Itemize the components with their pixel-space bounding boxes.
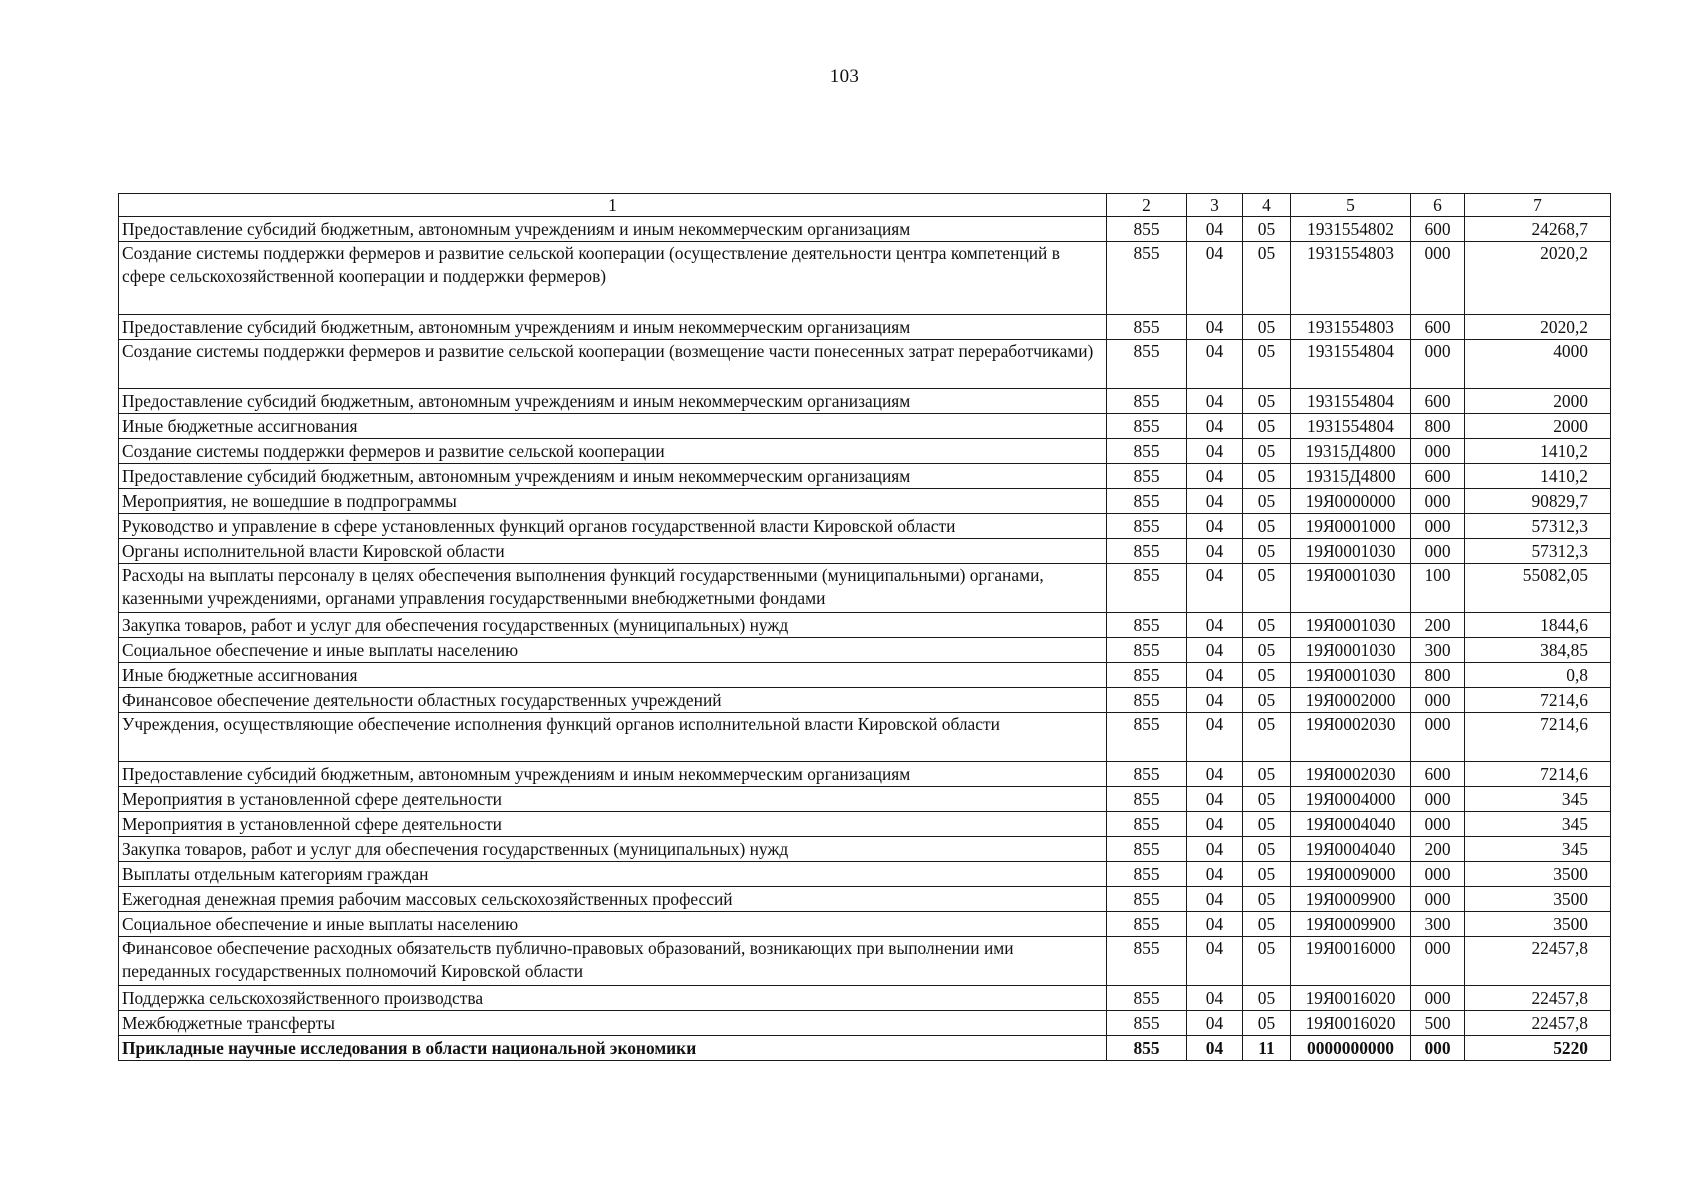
table-row [119, 613, 1611, 638]
row-name-cell: Предоставление субсидий бюджетным, автономным учреждениям и иным некоммерческим организациям [119, 464, 1107, 489]
row-target-article-cell: 1931554803 [1291, 242, 1411, 315]
row-section-cell: 04 [1187, 1011, 1243, 1036]
row-subsection-cell: 05 [1243, 389, 1291, 414]
row-target-article-cell: 1931554802 [1291, 217, 1411, 242]
table-row [119, 1011, 1611, 1036]
row-name-cell: Руководство и управление в сфере установленных функций органов государственной власти Кировской области [119, 514, 1107, 539]
row-expense-type-cell: 000 [1411, 514, 1465, 539]
row-target-article-cell: 19Я0001030 [1291, 613, 1411, 638]
row-target-article-cell: 19315Д4800 [1291, 439, 1411, 464]
row-section-cell: 04 [1187, 688, 1243, 713]
row-target-article-cell: 19315Д4800 [1291, 464, 1411, 489]
row-chapter-cell: 855 [1107, 315, 1187, 340]
row-subsection-cell: 05 [1243, 439, 1291, 464]
row-amount-cell: 3500 [1465, 887, 1611, 912]
header-cell: 1 [119, 194, 1107, 217]
row-section-cell: 04 [1187, 1036, 1243, 1061]
table-row [119, 217, 1611, 242]
row-subsection-cell: 05 [1243, 242, 1291, 315]
row-section-cell: 04 [1187, 514, 1243, 539]
row-amount-cell: 2000 [1465, 414, 1611, 439]
row-target-article-cell: 19Я0004000 [1291, 787, 1411, 812]
row-subsection-cell: 05 [1243, 986, 1291, 1011]
row-subsection-cell: 05 [1243, 663, 1291, 688]
row-target-article-cell: 19Я0016020 [1291, 1011, 1411, 1036]
row-name-cell: Создание системы поддержки фермеров и развитие сельской кооперации (осуществление деятельности центра компетенций в сфере сельскохозяйственной кооперации и поддержки фермеров) [119, 242, 1107, 315]
header-cell: 4 [1243, 194, 1291, 217]
row-expense-type-cell: 000 [1411, 812, 1465, 837]
row-section-cell: 04 [1187, 539, 1243, 564]
table-row [119, 986, 1611, 1011]
row-expense-type-cell: 200 [1411, 837, 1465, 862]
row-target-article-cell: 1931554804 [1291, 389, 1411, 414]
row-expense-type-cell: 000 [1411, 489, 1465, 514]
row-amount-cell: 1410,2 [1465, 464, 1611, 489]
row-target-article-cell: 1931554804 [1291, 414, 1411, 439]
row-section-cell: 04 [1187, 564, 1243, 613]
row-amount-cell: 1844,6 [1465, 613, 1611, 638]
table-row [119, 887, 1611, 912]
row-subsection-cell: 05 [1243, 762, 1291, 787]
row-amount-cell: 57312,3 [1465, 514, 1611, 539]
row-name-cell: Предоставление субсидий бюджетным, автономным учреждениям и иным некоммерческим организациям [119, 389, 1107, 414]
table-row [119, 762, 1611, 787]
row-amount-cell: 3500 [1465, 862, 1611, 887]
row-amount-cell: 2000 [1465, 389, 1611, 414]
row-chapter-cell: 855 [1107, 837, 1187, 862]
row-expense-type-cell: 300 [1411, 912, 1465, 937]
row-expense-type-cell: 000 [1411, 439, 1465, 464]
row-section-cell: 04 [1187, 862, 1243, 887]
row-name-cell: Предоставление субсидий бюджетным, автономным учреждениям и иным некоммерческим организациям [119, 217, 1107, 242]
row-target-article-cell: 19Я0001030 [1291, 663, 1411, 688]
row-amount-cell: 5220 [1465, 1036, 1611, 1061]
row-name-cell: Расходы на выплаты персоналу в целях обеспечения выполнения функций государственными (муниципальными) органами, казенными учреждениями, органами управления государственными внебюджетными фондами [119, 564, 1107, 613]
table-row [119, 713, 1611, 762]
row-chapter-cell: 855 [1107, 217, 1187, 242]
table-row [119, 315, 1611, 340]
row-section-cell: 04 [1187, 242, 1243, 315]
row-chapter-cell: 855 [1107, 1036, 1187, 1061]
row-chapter-cell: 855 [1107, 912, 1187, 937]
row-subsection-cell: 05 [1243, 837, 1291, 862]
row-subsection-cell: 05 [1243, 464, 1291, 489]
row-chapter-cell: 855 [1107, 414, 1187, 439]
row-name-cell: Поддержка сельскохозяйственного производства [119, 986, 1107, 1011]
row-subsection-cell: 05 [1243, 937, 1291, 986]
row-chapter-cell: 855 [1107, 539, 1187, 564]
row-amount-cell: 7214,6 [1465, 688, 1611, 713]
row-subsection-cell: 05 [1243, 315, 1291, 340]
row-chapter-cell: 855 [1107, 564, 1187, 613]
row-section-cell: 04 [1187, 986, 1243, 1011]
table-row [119, 242, 1611, 315]
row-chapter-cell: 855 [1107, 489, 1187, 514]
row-amount-cell: 2020,2 [1465, 242, 1611, 315]
row-amount-cell: 22457,8 [1465, 1011, 1611, 1036]
row-target-article-cell: 19Я0016000 [1291, 937, 1411, 986]
table-row [119, 937, 1611, 986]
row-chapter-cell: 855 [1107, 439, 1187, 464]
row-amount-cell: 3500 [1465, 912, 1611, 937]
row-amount-cell: 7214,6 [1465, 713, 1611, 762]
row-expense-type-cell: 800 [1411, 663, 1465, 688]
row-target-article-cell: 19Я0002000 [1291, 688, 1411, 713]
row-expense-type-cell: 200 [1411, 613, 1465, 638]
row-name-cell: Создание системы поддержки фермеров и развитие сельской кооперации [119, 439, 1107, 464]
row-chapter-cell: 855 [1107, 862, 1187, 887]
row-target-article-cell: 19Я0002030 [1291, 713, 1411, 762]
row-name-cell: Учреждения, осуществляющие обеспечение исполнения функций органов исполнительной власти Кировской области [119, 713, 1107, 762]
row-expense-type-cell: 000 [1411, 539, 1465, 564]
row-subsection-cell: 05 [1243, 713, 1291, 762]
row-expense-type-cell: 000 [1411, 887, 1465, 912]
row-section-cell: 04 [1187, 340, 1243, 389]
row-expense-type-cell: 800 [1411, 414, 1465, 439]
row-subsection-cell: 05 [1243, 787, 1291, 812]
row-chapter-cell: 855 [1107, 663, 1187, 688]
row-expense-type-cell: 000 [1411, 862, 1465, 887]
row-section-cell: 04 [1187, 489, 1243, 514]
row-section-cell: 04 [1187, 837, 1243, 862]
row-target-article-cell: 1931554804 [1291, 340, 1411, 389]
row-amount-cell: 2020,2 [1465, 315, 1611, 340]
row-section-cell: 04 [1187, 812, 1243, 837]
row-name-cell: Ежегодная денежная премия рабочим массовых сельскохозяйственных профессий [119, 887, 1107, 912]
table-row [119, 812, 1611, 837]
row-expense-type-cell: 000 [1411, 937, 1465, 986]
row-name-cell: Мероприятия в установленной сфере деятельности [119, 787, 1107, 812]
row-section-cell: 04 [1187, 638, 1243, 663]
row-expense-type-cell: 000 [1411, 1036, 1465, 1061]
table-row [119, 1036, 1611, 1061]
table-row [119, 389, 1611, 414]
row-expense-type-cell: 000 [1411, 787, 1465, 812]
row-target-article-cell: 19Я0004040 [1291, 812, 1411, 837]
row-amount-cell: 1410,2 [1465, 439, 1611, 464]
table-row [119, 688, 1611, 713]
row-chapter-cell: 855 [1107, 340, 1187, 389]
row-subsection-cell: 11 [1243, 1036, 1291, 1061]
row-target-article-cell: 19Я0000000 [1291, 489, 1411, 514]
row-amount-cell: 4000 [1465, 340, 1611, 389]
row-section-cell: 04 [1187, 389, 1243, 414]
row-section-cell: 04 [1187, 663, 1243, 688]
table-header-row [119, 194, 1611, 217]
table-row [119, 414, 1611, 439]
row-subsection-cell: 05 [1243, 688, 1291, 713]
header-cell: 2 [1107, 194, 1187, 217]
row-section-cell: 04 [1187, 887, 1243, 912]
row-section-cell: 04 [1187, 713, 1243, 762]
row-amount-cell: 24268,7 [1465, 217, 1611, 242]
row-expense-type-cell: 600 [1411, 315, 1465, 340]
row-chapter-cell: 855 [1107, 688, 1187, 713]
row-chapter-cell: 855 [1107, 986, 1187, 1011]
row-name-cell: Выплаты отдельным категориям граждан [119, 862, 1107, 887]
row-amount-cell: 345 [1465, 787, 1611, 812]
row-amount-cell: 7214,6 [1465, 762, 1611, 787]
row-chapter-cell: 855 [1107, 812, 1187, 837]
header-cell: 6 [1411, 194, 1465, 217]
row-name-cell: Закупка товаров, работ и услуг для обеспечения государственных (муниципальных) нужд [119, 837, 1107, 862]
row-chapter-cell: 855 [1107, 713, 1187, 762]
row-name-cell: Мероприятия в установленной сфере деятельности [119, 812, 1107, 837]
row-chapter-cell: 855 [1107, 937, 1187, 986]
row-subsection-cell: 05 [1243, 514, 1291, 539]
row-subsection-cell: 05 [1243, 340, 1291, 389]
row-name-cell: Финансовое обеспечение расходных обязательств публично-правовых образований, возникающих при выполнении ими переданных государственных полномочий Кировской области [119, 937, 1107, 986]
row-section-cell: 04 [1187, 613, 1243, 638]
row-section-cell: 04 [1187, 217, 1243, 242]
row-subsection-cell: 05 [1243, 1011, 1291, 1036]
row-chapter-cell: 855 [1107, 613, 1187, 638]
table-body [119, 194, 1611, 1061]
table-row [119, 787, 1611, 812]
row-chapter-cell: 855 [1107, 514, 1187, 539]
header-cell: 3 [1187, 194, 1243, 217]
row-name-cell: Создание системы поддержки фермеров и развитие сельской кооперации (возмещение части понесенных затрат переработчиками) [119, 340, 1107, 389]
table-row [119, 663, 1611, 688]
row-name-cell: Предоставление субсидий бюджетным, автономным учреждениям и иным некоммерческим организациям [119, 762, 1107, 787]
header-cell: 5 [1291, 194, 1411, 217]
table-row [119, 912, 1611, 937]
row-name-cell: Финансовое обеспечение деятельности областных государственных учреждений [119, 688, 1107, 713]
table-row [119, 489, 1611, 514]
row-amount-cell: 55082,05 [1465, 564, 1611, 613]
row-name-cell: Социальное обеспечение и иные выплаты населению [119, 638, 1107, 663]
row-expense-type-cell: 600 [1411, 389, 1465, 414]
row-amount-cell: 384,85 [1465, 638, 1611, 663]
row-subsection-cell: 05 [1243, 489, 1291, 514]
row-subsection-cell: 05 [1243, 414, 1291, 439]
table-row [119, 539, 1611, 564]
row-subsection-cell: 05 [1243, 539, 1291, 564]
row-chapter-cell: 855 [1107, 787, 1187, 812]
row-chapter-cell: 855 [1107, 638, 1187, 663]
row-name-cell: Прикладные научные исследования в области национальной экономики [119, 1036, 1107, 1061]
row-expense-type-cell: 000 [1411, 713, 1465, 762]
row-chapter-cell: 855 [1107, 464, 1187, 489]
row-subsection-cell: 05 [1243, 862, 1291, 887]
table-row [119, 837, 1611, 862]
row-target-article-cell: 19Я0001030 [1291, 539, 1411, 564]
row-name-cell: Межбюджетные трансферты [119, 1011, 1107, 1036]
row-target-article-cell: 19Я0016020 [1291, 986, 1411, 1011]
row-expense-type-cell: 000 [1411, 688, 1465, 713]
row-amount-cell: 345 [1465, 837, 1611, 862]
row-subsection-cell: 05 [1243, 638, 1291, 663]
row-amount-cell: 22457,8 [1465, 986, 1611, 1011]
row-target-article-cell: 19Я0009900 [1291, 887, 1411, 912]
table-row [119, 340, 1611, 389]
row-subsection-cell: 05 [1243, 912, 1291, 937]
table-row [119, 464, 1611, 489]
row-name-cell: Иные бюджетные ассигнования [119, 663, 1107, 688]
row-chapter-cell: 855 [1107, 887, 1187, 912]
table-row [119, 514, 1611, 539]
row-expense-type-cell: 500 [1411, 1011, 1465, 1036]
row-amount-cell: 57312,3 [1465, 539, 1611, 564]
row-subsection-cell: 05 [1243, 217, 1291, 242]
row-target-article-cell: 19Я0002030 [1291, 762, 1411, 787]
row-target-article-cell: 0000000000 [1291, 1036, 1411, 1061]
row-chapter-cell: 855 [1107, 389, 1187, 414]
row-section-cell: 04 [1187, 414, 1243, 439]
row-target-article-cell: 1931554803 [1291, 315, 1411, 340]
row-expense-type-cell: 300 [1411, 638, 1465, 663]
row-section-cell: 04 [1187, 464, 1243, 489]
row-chapter-cell: 855 [1107, 1011, 1187, 1036]
row-target-article-cell: 19Я0001030 [1291, 564, 1411, 613]
row-target-article-cell: 19Я0004040 [1291, 837, 1411, 862]
row-name-cell: Мероприятия, не вошедшие в подпрограммы [119, 489, 1107, 514]
row-name-cell: Социальное обеспечение и иные выплаты населению [119, 912, 1107, 937]
row-name-cell: Иные бюджетные ассигнования [119, 414, 1107, 439]
row-amount-cell: 345 [1465, 812, 1611, 837]
table-row [119, 564, 1611, 613]
row-subsection-cell: 05 [1243, 564, 1291, 613]
row-expense-type-cell: 600 [1411, 762, 1465, 787]
header-cell: 7 [1465, 194, 1611, 217]
row-expense-type-cell: 000 [1411, 340, 1465, 389]
table-row [119, 862, 1611, 887]
row-subsection-cell: 05 [1243, 812, 1291, 837]
row-expense-type-cell: 600 [1411, 217, 1465, 242]
row-target-article-cell: 19Я0001000 [1291, 514, 1411, 539]
row-section-cell: 04 [1187, 912, 1243, 937]
table-row [119, 439, 1611, 464]
row-amount-cell: 22457,8 [1465, 937, 1611, 986]
page-number: 103 [829, 66, 860, 87]
row-name-cell: Закупка товаров, работ и услуг для обеспечения государственных (муниципальных) нужд [119, 613, 1107, 638]
row-expense-type-cell: 000 [1411, 242, 1465, 315]
row-section-cell: 04 [1187, 315, 1243, 340]
row-target-article-cell: 19Я0009900 [1291, 912, 1411, 937]
budget-table [118, 193, 1611, 1061]
row-name-cell: Предоставление субсидий бюджетным, автономным учреждениям и иным некоммерческим организациям [119, 315, 1107, 340]
row-amount-cell: 90829,7 [1465, 489, 1611, 514]
row-target-article-cell: 19Я0001030 [1291, 638, 1411, 663]
row-expense-type-cell: 600 [1411, 464, 1465, 489]
row-chapter-cell: 855 [1107, 762, 1187, 787]
row-section-cell: 04 [1187, 787, 1243, 812]
row-name-cell: Органы исполнительной власти Кировской области [119, 539, 1107, 564]
row-section-cell: 04 [1187, 762, 1243, 787]
row-expense-type-cell: 100 [1411, 564, 1465, 613]
row-chapter-cell: 855 [1107, 242, 1187, 315]
row-subsection-cell: 05 [1243, 613, 1291, 638]
table-row [119, 638, 1611, 663]
row-section-cell: 04 [1187, 937, 1243, 986]
row-target-article-cell: 19Я0009000 [1291, 862, 1411, 887]
row-expense-type-cell: 000 [1411, 986, 1465, 1011]
row-subsection-cell: 05 [1243, 887, 1291, 912]
row-amount-cell: 0,8 [1465, 663, 1611, 688]
row-section-cell: 04 [1187, 439, 1243, 464]
